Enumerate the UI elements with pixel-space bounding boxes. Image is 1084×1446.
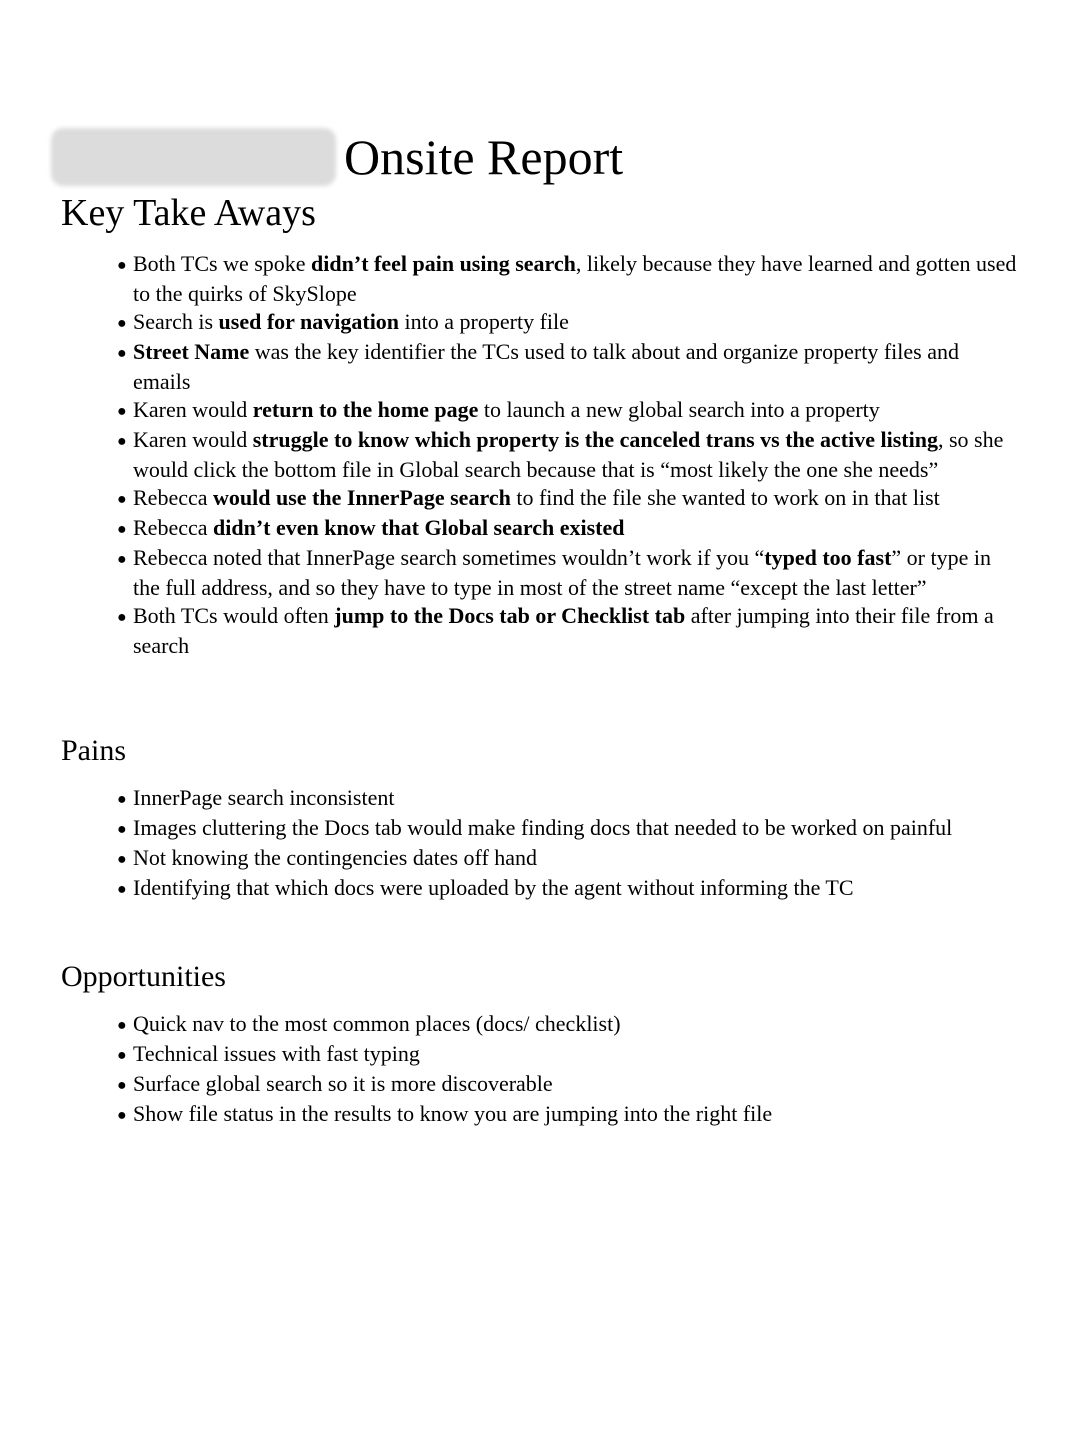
- bullet-icon: ●: [117, 1047, 127, 1064]
- text-segment: to launch a new global search into a property: [478, 397, 880, 422]
- bold-text: Street Name: [133, 339, 250, 364]
- text-segment: Rebecca: [133, 515, 213, 540]
- bullet-icon: ●: [117, 821, 127, 838]
- text-segment: Rebecca: [133, 485, 213, 510]
- list-item: [98, 784, 1018, 814]
- list-item: [98, 1010, 1018, 1040]
- text-segment: Identifying that which docs were uploaded by the agent without informing the TC: [133, 875, 854, 900]
- bold-text: didn’t even know that Global search existed: [213, 515, 625, 540]
- text-segment: was the key identifier the TCs used to talk about and organize property files and emails: [133, 339, 959, 394]
- text-segment: Both TCs would often: [133, 603, 335, 628]
- pains-list: [98, 784, 1018, 904]
- text-segment: Show file status in the results to know you are jumping into the right file: [133, 1101, 773, 1126]
- bullet-icon: ●: [117, 851, 127, 868]
- opportunities-list: [98, 1010, 1018, 1130]
- list-item: [98, 874, 1018, 904]
- list-item: [98, 602, 1018, 660]
- bold-text: would use the InnerPage search: [213, 485, 511, 510]
- bullet-icon: ●: [117, 491, 127, 508]
- bold-text: struggle to know which property is the canceled trans vs the active listing: [252, 427, 938, 452]
- bullet-icon: ●: [117, 433, 127, 450]
- bold-text: jump to the Docs tab or Checklist tab: [334, 603, 686, 628]
- list-item: [98, 544, 1018, 602]
- list-item: [98, 1040, 1018, 1070]
- list-item: [98, 250, 1018, 308]
- bold-text: used for navigation: [218, 309, 400, 334]
- list-item: [98, 1100, 1018, 1130]
- bullet-icon: ●: [117, 315, 127, 332]
- list-item: [98, 814, 1018, 844]
- text-segment: into a property file: [399, 309, 569, 334]
- text-segment: Not knowing the contingencies dates off hand: [133, 845, 538, 870]
- text-segment: Both TCs we spoke: [133, 251, 312, 276]
- bullet-icon: ●: [117, 403, 127, 420]
- text-segment: to find the file she wanted to work on in that list: [510, 485, 940, 510]
- key-takeaways-heading: Key Take Aways: [61, 192, 316, 234]
- key-takeaways-list: [98, 250, 1018, 660]
- text-segment: Images cluttering the Docs tab would make finding docs that needed to be worked on painful: [133, 815, 953, 840]
- bullet-icon: ●: [117, 257, 127, 274]
- bullet-icon: ●: [117, 1107, 127, 1124]
- text-segment: Search is: [133, 309, 219, 334]
- text-segment: InnerPage search inconsistent: [133, 785, 395, 810]
- document-title: Onsite Report: [344, 129, 624, 185]
- list-item: [98, 396, 1018, 426]
- text-segment: Karen would: [133, 427, 253, 452]
- text-segment: Rebecca noted that InnerPage search sometimes wouldn’t work if you “: [133, 545, 765, 570]
- list-item: [98, 426, 1018, 484]
- text-segment: Technical issues with fast typing: [133, 1041, 420, 1066]
- text-segment: ” or type in the full address, and so they have to type in most of the street name “except the last letter”: [133, 545, 991, 600]
- bullet-icon: ●: [117, 881, 127, 898]
- bullet-icon: ●: [117, 345, 127, 362]
- list-item: [98, 338, 1018, 396]
- opportunities-heading: Opportunities: [61, 960, 226, 993]
- text-segment: after jumping into their file from a search: [133, 603, 994, 658]
- bold-text: return to the home page: [252, 397, 479, 422]
- bold-text: typed too fast: [764, 545, 892, 570]
- bullet-icon: ●: [117, 551, 127, 568]
- bold-text: didn’t feel pain using search: [311, 251, 576, 276]
- text-segment: , likely because they have learned and gotten used to the quirks of SkySlope: [133, 251, 1017, 306]
- text-segment: Surface global search so it is more discoverable: [133, 1071, 553, 1096]
- bullet-icon: ●: [117, 791, 127, 808]
- bullet-icon: ●: [117, 1017, 127, 1034]
- list-item: [98, 844, 1018, 874]
- bullet-icon: ●: [117, 609, 127, 626]
- list-item: [98, 1070, 1018, 1100]
- list-item: [98, 484, 1018, 514]
- bullet-icon: ●: [117, 1077, 127, 1094]
- bullet-icon: ●: [117, 521, 127, 538]
- text-segment: Quick nav to the most common places (docs/ checklist): [133, 1011, 621, 1036]
- redacted-name-blur: [51, 128, 336, 186]
- text-segment: Karen would: [133, 397, 253, 422]
- text-segment: , so she would click the bottom file in Global search because that is “most likely the one she needs”: [133, 427, 1004, 482]
- title-row: [51, 126, 623, 188]
- list-item: [98, 514, 1018, 544]
- list-item: [98, 308, 1018, 338]
- pains-heading: Pains: [61, 734, 127, 767]
